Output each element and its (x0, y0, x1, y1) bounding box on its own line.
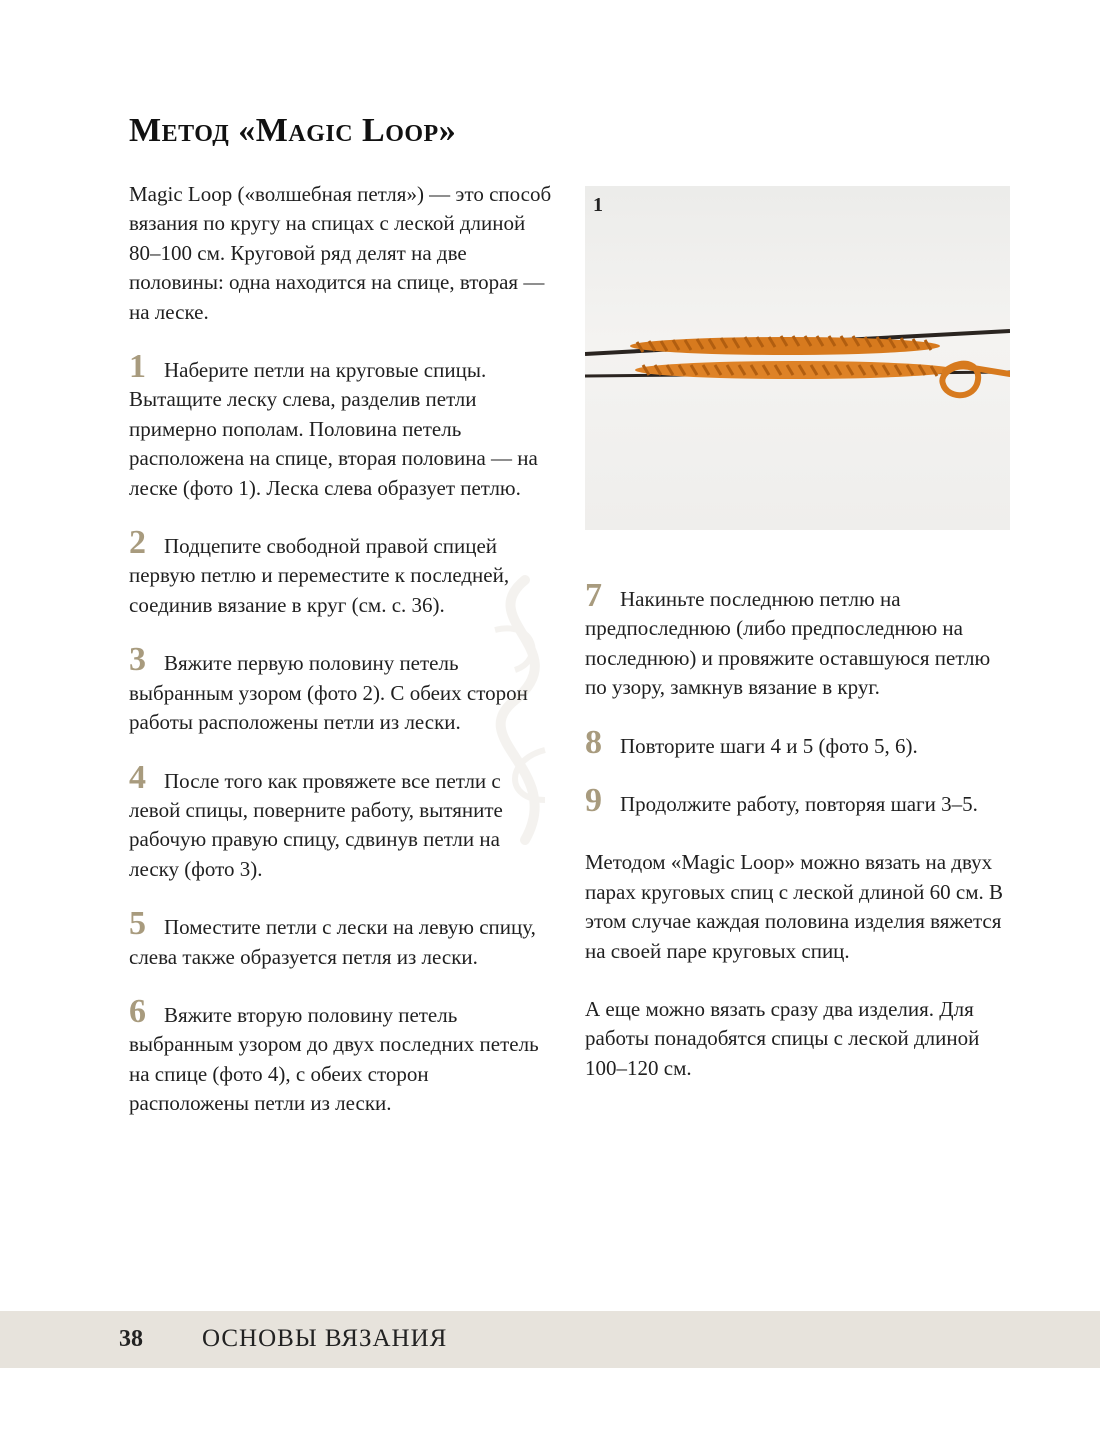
step-8 (585, 723, 1011, 761)
step-6 (129, 992, 553, 1119)
page-footer (0, 1311, 1100, 1368)
right-column (585, 577, 1011, 1112)
photo-1-knitting-needles (585, 186, 1010, 530)
step-7 (585, 577, 1011, 703)
step-9 (585, 782, 1011, 820)
step-text: Вяжите вторую половину петель выбранным узором до двух последних петель на спице (фото 4), с обеих сторон расположены петли из лески. (129, 1002, 539, 1116)
step-number: 6 (129, 992, 146, 1030)
step-text: Поместите петли с лески на левую спицу, слева также образуется петля из лески. (129, 915, 536, 969)
step-number: 1 (129, 348, 146, 386)
section-name: ОСНОВЫ ВЯЗАНИЯ (202, 1325, 448, 1352)
step-5 (129, 905, 553, 972)
step-text: Наберите петли на круговые спицы. Вытащите леску слева, разделив петли примерно пополам. Половина петель расположена на спице, вторая половина — на леске (фото 1). Леска слева образует петлю. (129, 358, 538, 500)
page-number: 38 (119, 1326, 143, 1352)
step-number: 2 (129, 524, 146, 562)
step-text: Подцепите свободной правой спицей первую петлю и переместите к последней, соединив вязание в круг (см. с. 36). (129, 534, 510, 617)
step-number: 8 (585, 723, 602, 761)
step-text: Вяжите первую половину петель выбранным узором (фото 2). С обеих сторон работы расположены петли из лески. (129, 651, 528, 735)
step-number: 4 (129, 758, 146, 796)
step-text: После того как провяжете все петли с левой спицы, поверните работу, вытяните рабочую правую спицу, сдвинув петли на леску (фото 3). (129, 768, 503, 881)
step-1 (129, 348, 553, 503)
step-number: 7 (585, 577, 602, 614)
intro-paragraph: Magic Loop («волшебная петля») — это способ вязания по кругу на спицах с леской длиной 80–100 см. Круговой ряд делят на две половины: одна находится на спице, вторая — на леске. (129, 182, 552, 324)
page-title: Метод «Magic Loop» (129, 112, 457, 149)
step-number: 5 (129, 905, 146, 943)
step-number: 3 (129, 641, 146, 679)
step-number: 9 (585, 782, 602, 820)
photo-label: 1 (593, 194, 603, 216)
note-two-pairs: Методом «Magic Loop» можно вязать на двух парах круговых спиц с леской длиной 60 см. В этом случае каждая половина изделия вяжется на своей паре круговых спиц. (585, 850, 1004, 963)
step-text: Продолжите работу, повторяя шаги 3–5. (620, 792, 978, 817)
note-two-items: А еще можно вязать сразу два изделия. Для работы понадобятся спицы с леской длиной 100–120 см. (585, 997, 980, 1080)
decorative-watermark-icon (455, 560, 595, 860)
knitting-photo-illustration (585, 186, 1010, 530)
step-text: Повторите шаги 4 и 5 (фото 5, 6). (620, 733, 918, 758)
step-text: Накиньте последнюю петлю на предпоследнюю (либо предпоследнюю на последнюю) и провяжите оставшуюся петлю по узору, замкнув вязание в круг. (585, 587, 991, 700)
